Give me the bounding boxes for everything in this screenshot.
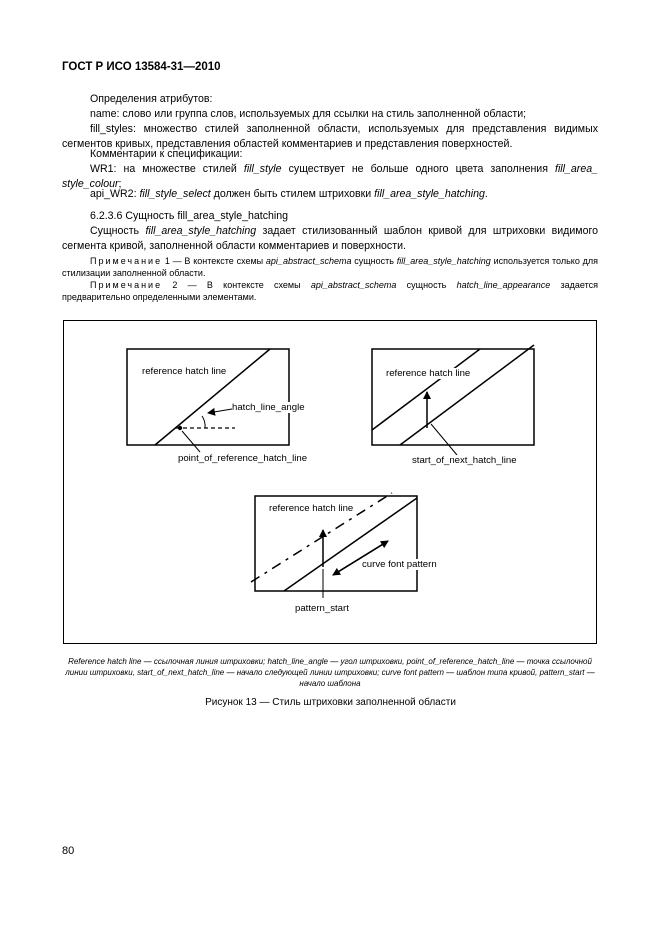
section-c: задает стилизованный шаблон кривой для штриховки видимого сегмента кривой, заполненной области комментариев и поверхности. <box>62 225 598 252</box>
angle-arc <box>202 416 205 428</box>
next-hatch-line <box>400 345 534 445</box>
reference-hatch-line-1 <box>155 349 270 445</box>
reference-point-dot <box>178 426 182 430</box>
wr1-a: WR1: на множестве стилей <box>90 163 244 175</box>
note-2-num: 2 — В контексте схемы <box>172 280 311 290</box>
document-header: ГОСТ Р ИСО 13584-31—2010 <box>62 61 221 73</box>
next-start-leader <box>431 424 457 455</box>
label-point-of-reference-hatch-line: point_of_reference_hatch_line <box>178 453 308 464</box>
note-1-mid: сущность <box>351 256 397 266</box>
page-number: 80 <box>62 845 75 857</box>
diagram-2 <box>372 345 534 455</box>
note-1-num: 1 — В контексте схемы <box>164 256 266 266</box>
section-title: 6.2.3.6 Сущность fill_area_style_hatching <box>90 210 289 222</box>
section-b: fill_area_style_hatching <box>145 225 257 237</box>
wr1-d: fill_area_ style_colour <box>62 163 598 190</box>
wr2-a: api_WR2: <box>90 188 140 200</box>
wr1-c: существует не больше одного цвета заполнения <box>281 163 555 175</box>
note-1-i2: fill_area_style_hatching <box>396 256 491 266</box>
figure-caption: Рисунок 13 — Стиль штриховки заполненной области <box>205 697 456 708</box>
note-1-label: Примечание <box>90 256 163 266</box>
section-a: Сущность <box>90 225 146 237</box>
angle-leader <box>208 409 232 413</box>
wr2-b: fill_style_select <box>139 188 211 200</box>
wr1-b: fill_style <box>243 163 282 175</box>
label-reference-hatch-line-1: reference hatch line <box>142 366 227 377</box>
diagram-1-frame <box>127 349 289 445</box>
note-2-end: задается предварительно определенными элементами. <box>62 280 598 302</box>
reference-hatch-line-2 <box>372 349 480 430</box>
label-curve-font-pattern: curve font pattern <box>362 559 437 570</box>
attr-heading: Определения атрибутов: <box>90 93 213 105</box>
comments-heading: Комментарии к спецификации: <box>90 148 243 160</box>
wr2-e: . <box>484 188 488 200</box>
wr2-d: fill_area_style_hatching <box>374 188 485 200</box>
figure-legend: Reference hatch line — ссылочная линия штриховки; hatch_line_angle — угол штриховки, point_of_reference_hatch_line — точка ссылочной линии штриховки, start_of_next_hatch_line — начало следующей линии штриховки; curve font pattern — шаблон типа кривой, pattern_start — начало шаблона <box>65 657 595 688</box>
note-2-mid: сущность <box>396 280 457 290</box>
note-1-i1: api_abstract_schema <box>265 256 352 266</box>
wr2-c: должен быть стилем штриховки <box>210 188 375 200</box>
label-start-of-next-hatch-line: start_of_next_hatch_line <box>412 455 517 466</box>
label-reference-hatch-line-2: reference hatch line <box>386 368 471 379</box>
point-leader <box>182 431 200 452</box>
note-2-label: Примечание <box>90 280 163 290</box>
label-reference-hatch-line-3: reference hatch line <box>269 503 354 514</box>
wr1-e: ; <box>118 178 122 190</box>
note-2-i2: hatch_line_appearance <box>456 280 551 290</box>
label-hatch-line-angle: hatch_line_angle <box>232 402 305 413</box>
note-1-end: используется только для стилизации заполненной области. <box>62 256 598 278</box>
attr-name: name: слово или группа слов, используемых для ссылки на стиль заполненной области; <box>90 108 527 120</box>
note-2-i1: api_abstract_schema <box>310 280 397 290</box>
diagram-1 <box>127 349 289 452</box>
label-pattern-start: pattern_start <box>295 603 349 614</box>
attr-fill-styles: fill_styles: множество стилей заполненной области, используемых для представления видимых сегментов кривых, представления областей комментариев и представления поверхностей. <box>62 123 598 150</box>
